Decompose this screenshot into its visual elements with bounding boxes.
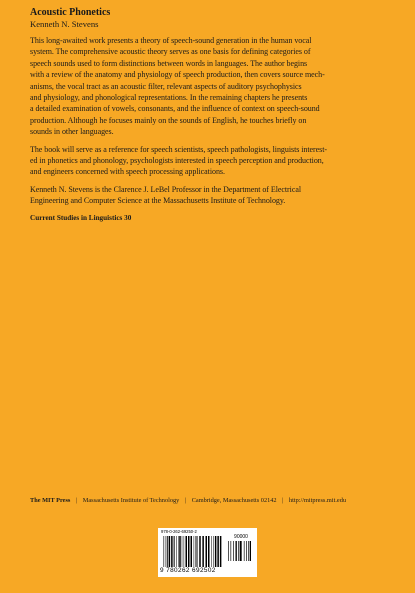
barcode-bar xyxy=(246,541,247,561)
text-line: This long-awaited work presents a theory of speech-sound generation in the human vocal xyxy=(30,36,312,45)
barcode-bar xyxy=(228,541,229,561)
barcode-bar xyxy=(215,536,217,567)
barcode-bar xyxy=(182,536,183,567)
barcode-bar xyxy=(220,536,222,567)
text-line: and engineers concerned with speech processing applications. xyxy=(30,167,225,177)
barcode-bar xyxy=(211,536,212,567)
barcode-bar xyxy=(191,536,193,567)
barcode-bar xyxy=(213,536,214,567)
audience-paragraph xyxy=(30,144,392,178)
footer-separator: | xyxy=(282,497,284,504)
publisher-footer xyxy=(30,496,392,505)
barcode-bar xyxy=(244,541,245,561)
barcode-bar xyxy=(184,536,185,567)
text-line: speech sounds used to form distinctions between words in languages. The author begins xyxy=(30,58,308,68)
text-line: ed in phonetics and phonology, psychologists interested in speech perception and production, xyxy=(30,156,324,166)
book-title: Acoustic Phonetics xyxy=(30,7,111,18)
text-line: with a review of the anatomy and physiology of speech production, then covers source mech- xyxy=(30,70,325,80)
footer-separator: | xyxy=(184,497,187,504)
barcode-bar xyxy=(231,541,232,561)
barcode-bar xyxy=(248,541,249,561)
barcode-bar xyxy=(208,536,210,567)
publisher-institution: Massachusetts Institute of Technology xyxy=(82,497,180,504)
text-line: system. The comprehensive acoustic theory serves as one basis for defining categories of xyxy=(30,47,311,57)
barcode-bar xyxy=(240,541,242,561)
publisher-city: Cambridge, Massachusetts 02142 xyxy=(191,497,277,504)
text-line: and physiology, and phonological representations. In the remaining chapters he presents xyxy=(30,93,308,103)
barcode-bar xyxy=(176,536,177,567)
barcode-bar xyxy=(199,536,201,567)
book-author: Kenneth N. Stevens xyxy=(30,19,99,29)
barcode-bar xyxy=(169,536,171,567)
series-label: Current Studies in Linguistics 30 xyxy=(30,213,132,222)
publisher-url: http://mitpress.mit.edu xyxy=(288,497,346,504)
barcode-bar xyxy=(186,536,188,567)
barcode-bar xyxy=(250,541,251,561)
barcode-bar xyxy=(196,536,197,567)
footer-separator: | xyxy=(75,497,78,504)
publisher-name: The MIT Press xyxy=(30,497,71,504)
text-line: Kenneth N. Stevens is the Clarence J. LeBel Professor in the Department of Electrical xyxy=(30,184,301,194)
barcode-bar xyxy=(167,536,168,567)
barcode-bar xyxy=(197,536,198,567)
isbn-number: 978-0-262-69250-2 xyxy=(161,529,197,534)
text-line: anisms, the vocal tract as an acoustic filter, relevant aspects of auditory psychophysics xyxy=(30,81,302,91)
barcode-bar xyxy=(188,536,190,567)
barcode-bar xyxy=(165,536,166,567)
author-bio-paragraph xyxy=(30,184,392,207)
barcode-bar xyxy=(233,541,234,561)
barcode-bar xyxy=(206,536,208,567)
barcode-bar xyxy=(238,541,239,561)
description-paragraph xyxy=(30,35,392,138)
text-line: a detailed examination of vowels, consonants, and the influence of context on speech-sound xyxy=(30,104,320,114)
ean-barcode-bars xyxy=(163,536,223,567)
barcode-bar xyxy=(236,541,237,561)
barcode-bar xyxy=(194,536,195,567)
barcode-bar xyxy=(174,536,175,567)
text-line: production. Although he focuses mainly on the sounds of English, he touches briefly on xyxy=(30,115,307,125)
barcode-bar xyxy=(163,536,164,567)
ean-digits: 9 780262 692502 xyxy=(160,567,216,574)
text-line: sounds in other languages. xyxy=(30,127,114,137)
barcode-bar xyxy=(171,536,173,567)
back-cover-text xyxy=(30,6,392,224)
addon-barcode-bars xyxy=(228,541,253,561)
text-line: Engineering and Computer Science at the Massachusetts Institute of Technology. xyxy=(30,196,286,206)
isbn-barcode xyxy=(158,528,257,577)
barcode-bar xyxy=(217,536,219,567)
barcode-bar xyxy=(179,536,181,567)
barcode-bar xyxy=(178,536,179,567)
price-addon-digits: 90000 xyxy=(234,534,248,540)
text-line: The book will serve as a reference for speech scientists, speech pathologists, linguists interest- xyxy=(30,144,328,154)
barcode-bar xyxy=(202,536,204,567)
